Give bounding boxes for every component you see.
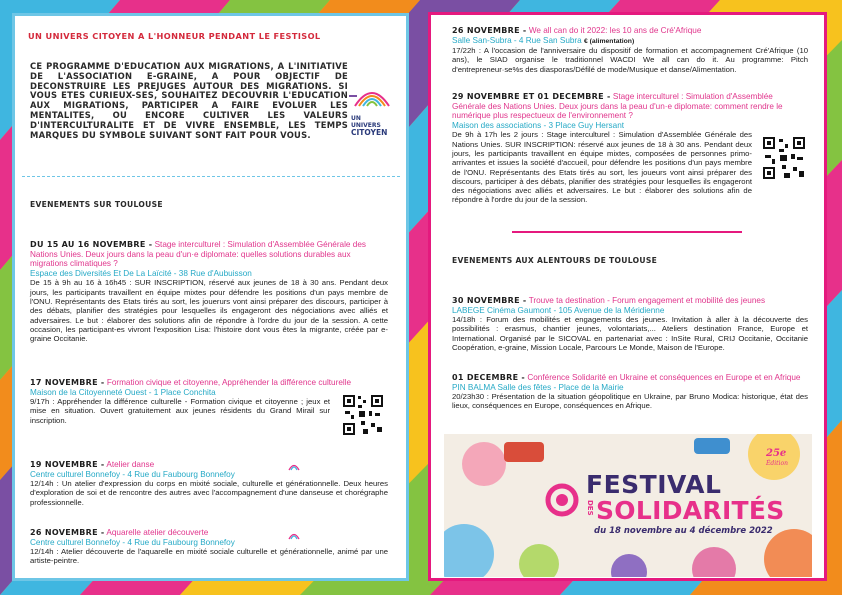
event-text: 17/22h : A l'occasion de l'anniversaire du dispositif de formation et accompagnement Cré'Afrique (10 ans), le SIAD organise le traditionnel WACDI We all can do it. Au programme: Pitch d'entrepreneur·se%s des diasporas/Défilé de mode/Musique et danse/Alimentation.	[452, 46, 808, 74]
event-text: 14/18h : Forum des mobilités et engagements des jeunes. Invitation à aller à la découverte des possibilités : erasmus, chantier jeunes, volontariats,... Ateliers destination France, Europe et International. Organisé par le SICOVAL en partenariat avec : InSite Rural, CRIJ Occitanie, Occitanie Coopération, e-graine, Mission Locale, Parcours Le Monde, Maison de l'Europe.	[452, 315, 808, 353]
event-date: 29 NOVEMBRE ET 01 DECEMBRE -	[452, 92, 611, 101]
event-item	[30, 240, 388, 343]
festival-poster	[444, 434, 812, 577]
poster-word-festival: FESTIVAL	[586, 470, 722, 499]
event-place: Maison de la Citoyenneté Ouest - 1 Place Conchita	[30, 387, 216, 397]
event-place: Centre culturel Bonnefoy - 4 Rue du Faubourg Bonnefoy	[30, 537, 235, 547]
event-text: 9/17h : Appréhender la différence culturelle - Formation civique et citoyenne ; jeux et mise en situation. Ouvert gratuitement aux jeunes résidents du Grand Mirail sur inscription.	[30, 397, 330, 425]
event-place-note: € (alimentation)	[584, 37, 635, 45]
event-text: De 15 à 9h au 16 à 16h45 : SUR INSCRIPTION, réservé aux jeunes de 18 à 30 ans. Pendant deux jours, les participants travaillent en équipe mixtes pour défendre les positions d'un pays membre de l'ONU. Représentants des Etats tirés au sort, les jouerurs vont ainsi préparer des discours, participer à des débats, planifier des stratégies pour lesquelles ils engageront des négociations avec alliés et adversaires. Le but : élaborer des solutions afin de répondre à l'ordre du jour de la session. A cette occasion, les participant-es vivront l'exposition Lisa: l'histoire dont vous êtes la migrante, créée par e-graine Occitanie.	[30, 278, 388, 344]
qr-code-graphic	[341, 393, 385, 437]
event-place: Salle San-Subra - 4 Rue San Subra	[452, 35, 582, 45]
left-title: UN UNIVERS CITOYEN A L'HONNEUR PENDANT LE FESTISOL	[28, 31, 321, 41]
logo-word-un: UN	[351, 115, 361, 122]
event-title: Formation civique et citoyenne, Appréhender la différence culturelle	[106, 378, 352, 387]
event-item	[30, 528, 388, 566]
event-date: 17 NOVEMBRE -	[30, 378, 105, 387]
event-item	[452, 296, 808, 352]
poster-edition-number: 25e	[766, 448, 787, 459]
event-date: 30 NOVEMBRE -	[452, 296, 527, 305]
event-item	[30, 460, 388, 507]
event-place: Centre culturel Bonnefoy - 4 Rue du Faubourg Bonnefoy	[30, 469, 235, 479]
event-place: Maison des associations - 3 Place Guy Hersant	[452, 120, 625, 130]
event-title: Trouve ta destination - Forum engagement et mobilité des jeunes	[528, 296, 766, 305]
event-item	[452, 373, 808, 411]
event-title: We all can do it 2022: les 10 ans de Cré'Afrique	[528, 26, 702, 35]
qr-code-graphic	[761, 135, 807, 181]
event-text: 20/23h30 : Présentation de la situation géopolitique en Ukraine, par Bruno Modica: historique, état des lieux, conséquences en Europe, conséquences en Afrique.	[452, 392, 808, 411]
poster-dates: du 18 novembre au 4 décembre 2022	[594, 526, 773, 536]
univers-citoyen-symbol-icon	[288, 528, 300, 540]
poster-edition-word: Édition	[766, 460, 788, 467]
globe-icon	[347, 80, 397, 110]
event-date: 01 DECEMBRE -	[452, 373, 526, 382]
event-date: 26 NOVEMBRE -	[452, 26, 527, 35]
section-toulouse: EVENEMENTS SUR TOULOUSE	[30, 200, 163, 209]
event-title: Stage interculturel : Simulation d'Assemblée Générale des Nations Unies. Deux jours dans la peau d'un·e diplomate: quelles solutions durables aux migrations climatiques ?	[30, 240, 366, 269]
event-date: 26 NOVEMBRE -	[30, 528, 105, 537]
qr-code-icon[interactable]	[341, 393, 385, 437]
logo-word-citoyen: CITOYEN	[351, 128, 388, 137]
intro-text: CE PROGRAMME D'EDUCATION AUX MIGRATIONS, A L'INITIATIVE DE L'ASSOCIATION E-GRAINE, A POUR OBJECTIF DE DECONSTRUIRE LES PREJUGES AUTOUR DES MIGRATIONS. SI VOUS ETES CURIEUX-SES, SOUHAITEZ DECOUVRIR L'EDUCATION AUX MIGRATIONS, PARTICIPER A FAIRE EVOLUER LES MENTALITES, OU ENCORE CULTIVER LES VALEURS D'INTERCULTURALITE ET DE VIVRE ENSEMBLE, LES TEMPS MARQUES DU SYMBOLE SUIVANT SONT FAIT POUR VOUS.	[30, 61, 348, 140]
event-date: 19 NOVEMBRE -	[30, 460, 105, 469]
univers-citoyen-symbol-icon	[288, 459, 300, 471]
left-divider	[22, 176, 400, 177]
event-title: Stage interculturel : Simulation d'Assemblée Générale des Nations Unies. Deux jours dans la peau d'un·e diplomate: comment rendre le numérique plus respectueux de l'environnement ?	[452, 92, 783, 121]
poster-word-solidarites: SOLIDARITÉS	[596, 496, 785, 525]
event-item	[30, 378, 366, 425]
event-text: 12/14h : Un atelier d'expression du corps en mixité sociale, culturelle et générationnelle. Deux heures d'exploration de soi et de rencontre des autres avec l'accompagnement d'une danseuse et chorégraphe professionnelle.	[30, 479, 388, 507]
event-item	[452, 92, 808, 205]
poster-word-des: DES	[586, 500, 594, 516]
event-title: Conférence Solidarité en Ukraine et conséquences en Europe et en Afrique	[527, 373, 801, 382]
event-date: DU 15 AU 16 NOVEMBRE -	[30, 240, 153, 249]
event-place: Espace des Diversités Et De La Laïcité - 38 Rue d'Aubuisson	[30, 268, 252, 278]
logo-word-univers: UNIVERS	[351, 122, 381, 129]
event-text: 12/14h : Atelier découverte de l'aquarelle en mixité sociale culturelle et générationnelle, animé par une artiste-peintre.	[30, 547, 388, 566]
event-place: PIN BALMA Salle des fêtes - Place de la Mairie	[452, 382, 624, 392]
univers-citoyen-logo	[347, 80, 397, 136]
event-place: LABEGE Cinéma Gaumont - 105 Avenue de la Méridienne	[452, 305, 665, 315]
event-text: De 9h à 17h les 2 jours : Stage interculturel : Simulation d'Assemblée Générale des Nations Unies. SUR INSCRIPTION: réservé aux jeunes de 18 à 30 ans. Pendant deux jours, les participants travaillent en équipe mixtes, composées de personnes primo-arrivantes et issues la société d'accueil, pour défendre les positions d'un pays membre de l'ONU. Représentants des Etats tirés au sort, les joueurs vont ainsi préparer des discours, participer à des débats, planifier des stratégies pour lesquelles ils engageront des négociations avec alliés et adversaires. Le but : élaborer des solutions afin de répondre à l'ordre du jour de la session.	[452, 130, 752, 205]
right-divider	[512, 231, 742, 233]
section-alentours: EVENEMENTS AUX ALENTOURS DE TOULOUSE	[452, 256, 658, 265]
event-title: Aquarelle atelier découverte	[106, 528, 209, 537]
event-item	[452, 26, 808, 74]
event-title: Atelier danse	[106, 460, 155, 469]
qr-code-icon[interactable]	[761, 135, 807, 181]
